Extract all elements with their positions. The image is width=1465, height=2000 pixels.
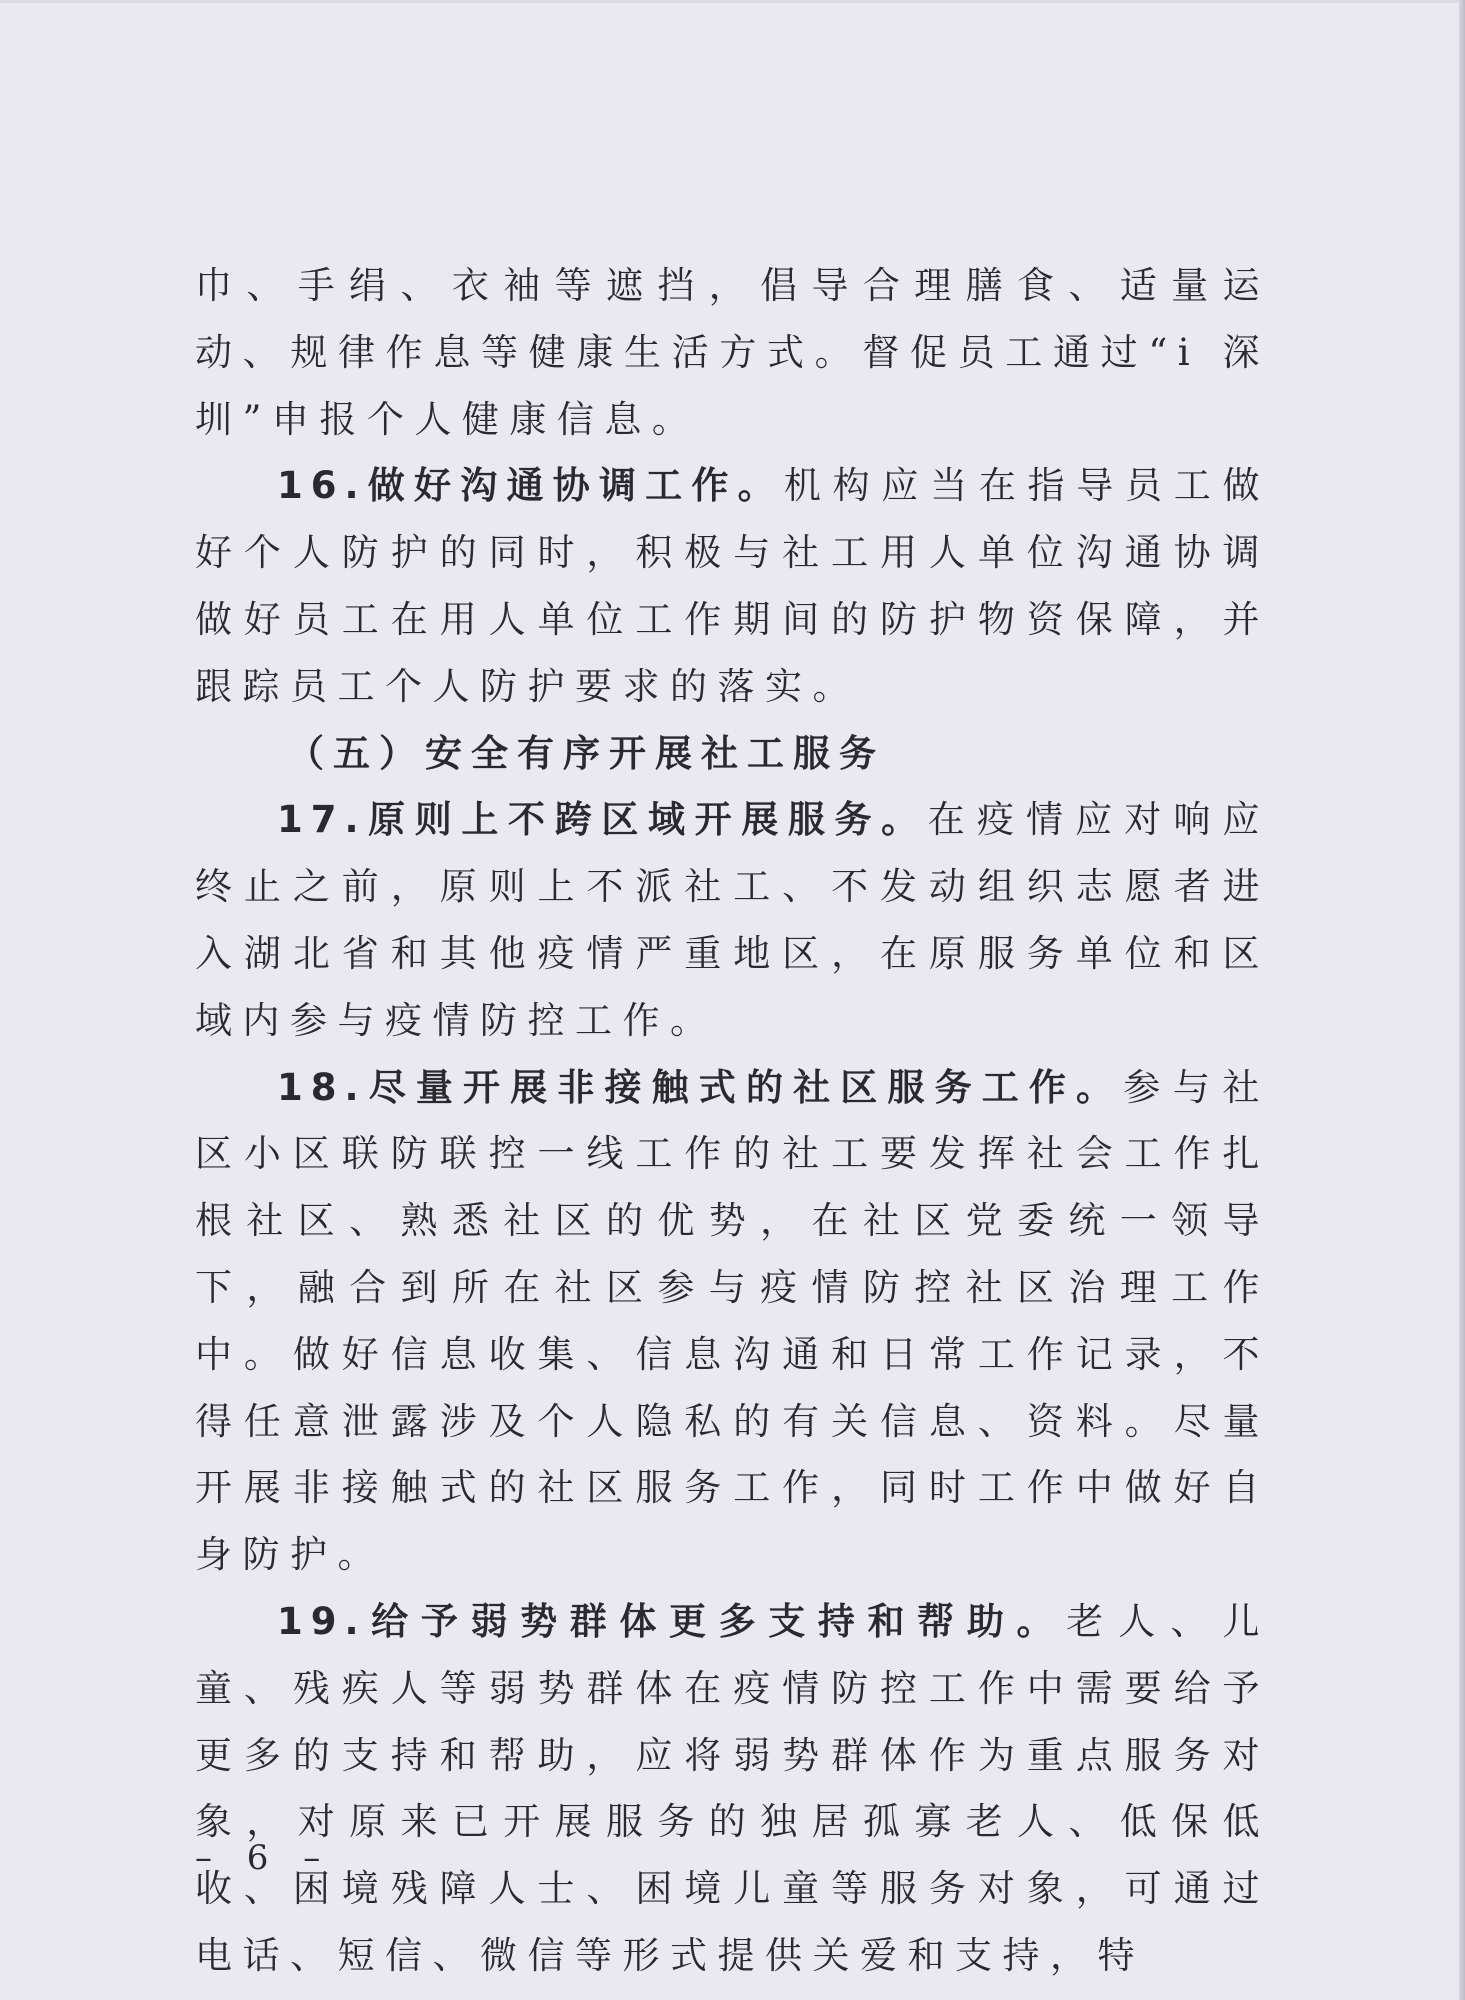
item-19-heading: 19.给予弱势群体更多支持和帮助。 <box>277 1599 1067 1643</box>
item-17-heading: 17.原则上不跨区域开展服务。 <box>277 798 928 842</box>
paragraph-item-16 <box>195 453 1270 720</box>
item-16-heading: 16.做好沟通协调工作。 <box>277 464 784 508</box>
item-19-text: 老人、儿童、残疾人等弱势群体在疫情防控工作中需要给予更多的支持和帮助，应将弱势群体作为重点服务对象，对原来已开展服务的独居孤寡老人、低保低收、困境残障人士、困境儿童等服务对象，可通过电话、短信、微信等形式提供关爱和支持，特 <box>195 1599 1271 1977</box>
item-18-heading: 18.尽量开展非接触式的社区服务工作。 <box>277 1065 1124 1109</box>
paragraph-text: 巾、手绢、衣袖等遮挡，倡导合理膳食、适量运动、规律作息等健康生活方式。督促员工通过“i 深圳”申报个人健康信息。 <box>195 264 1270 441</box>
item-18-text: 参与社区小区联防联控一线工作的社工要发挥社会工作扎根社区、熟悉社区的优势，在社区党委统一领导下，融合到所在社区参与疫情防控社区治理工作中。做好信息收集、信息沟通和日常工作记录，不得任意泄露涉及个人隐私的有关信息、资料。尽量开展非接触式的社区服务工作，同时工作中做好自身防护。 <box>195 1065 1270 1577</box>
paragraph-continuation <box>195 253 1270 453</box>
page-number: – 6 – <box>195 1838 333 1878</box>
item-16-text: 机构应当在指导员工做好个人防护的同时，积极与社工用人单位沟通协调做好员工在用人单位工作期间的防护物资保障，并跟踪员工个人防护要求的落实。 <box>195 464 1270 708</box>
item-17-text: 在疫情应对响应终止之前，原则上不派社工、不发动组织志愿者进入湖北省和其他疫情严重地区，在原服务单位和区域内参与疫情防控工作。 <box>195 798 1271 1042</box>
paragraph-item-17 <box>195 787 1270 1054</box>
scan-edge-top <box>0 0 1465 3</box>
scan-edge-right <box>1459 0 1465 2000</box>
paragraph-item-18 <box>195 1055 1270 1589</box>
paragraph-item-19 <box>195 1589 1270 1990</box>
section-heading: （五）安全有序开展社工服务 <box>287 731 885 775</box>
document-body <box>195 253 1270 1990</box>
